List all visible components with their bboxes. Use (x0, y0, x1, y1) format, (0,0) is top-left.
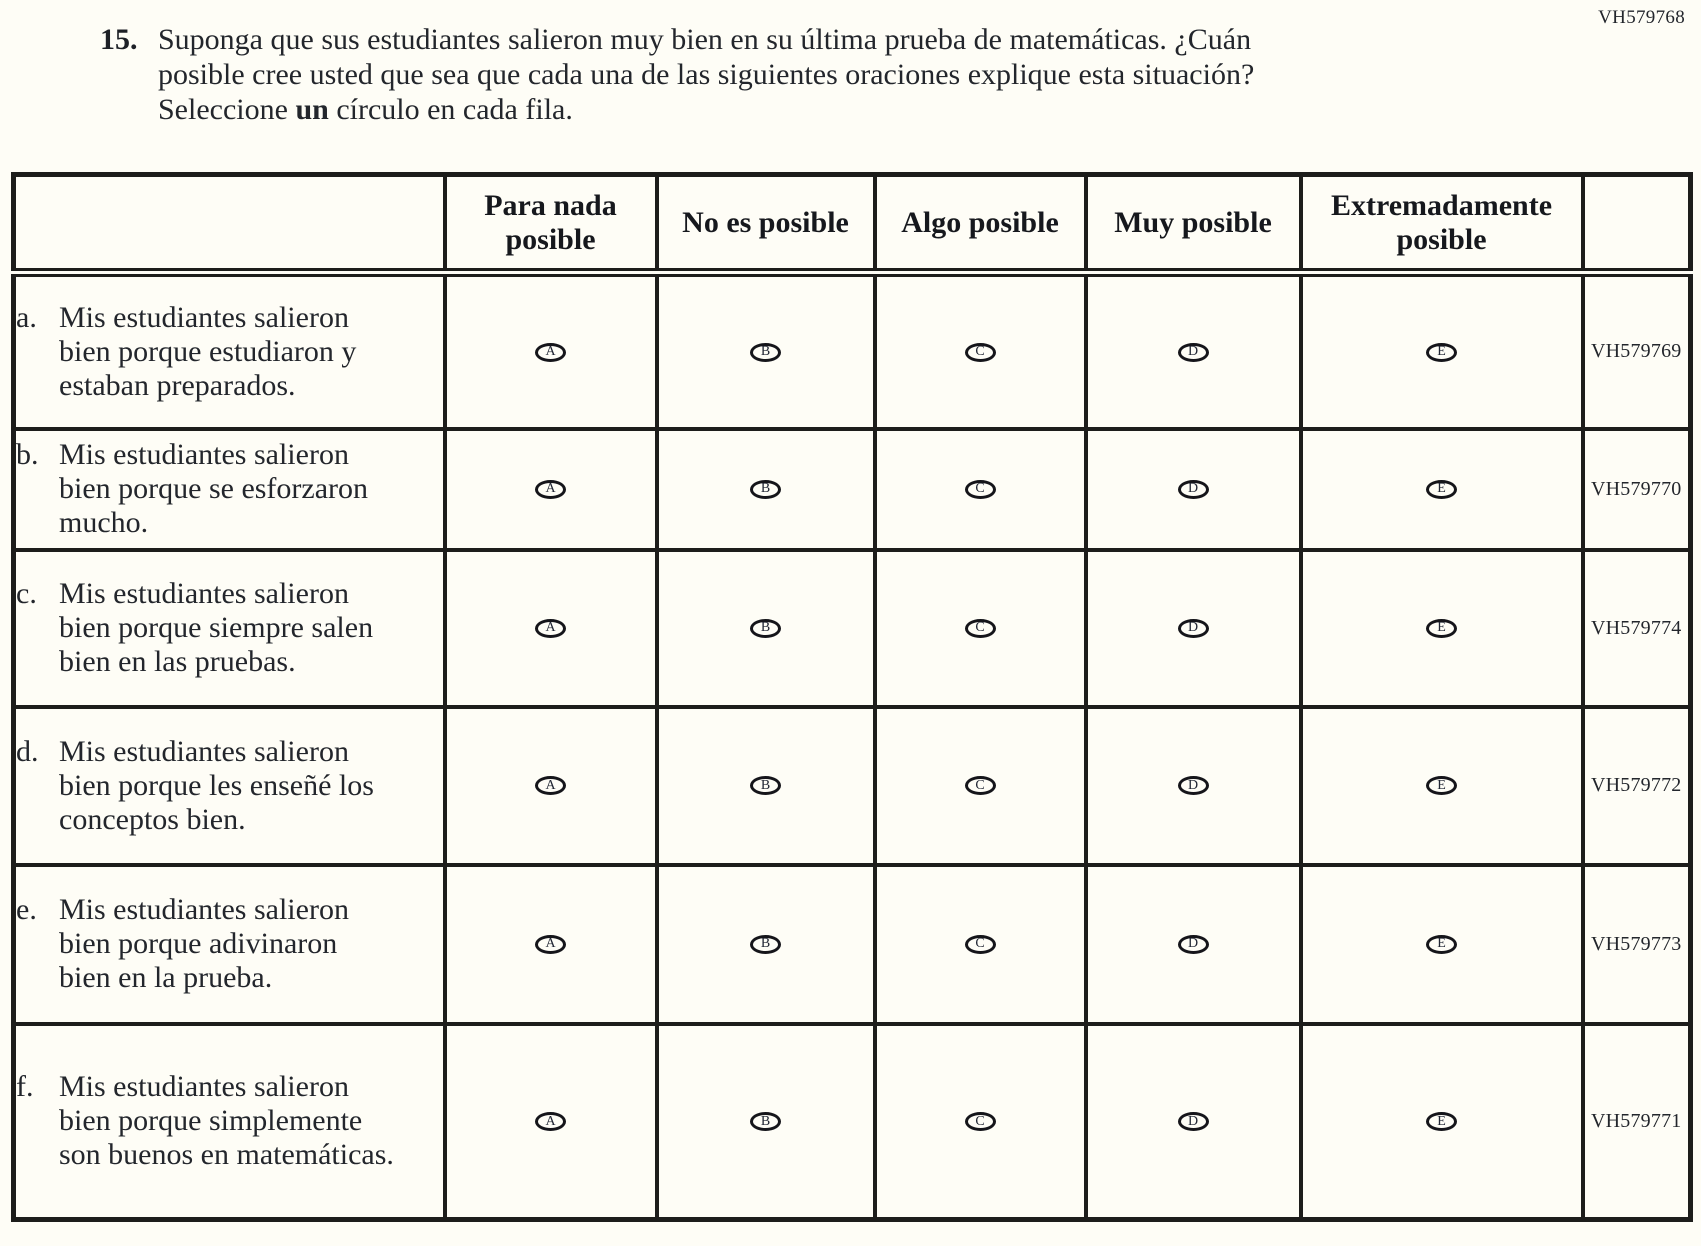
answer-bubble-e[interactable] (1426, 343, 1457, 362)
column-header-extremadamente-posible: Extremadamente posible (1301, 175, 1583, 273)
row-statement: Mis estudiantes salieron bien porque se esforzaron mucho. (59, 438, 369, 539)
answer-bubble-d[interactable] (1178, 480, 1209, 499)
answer-bubble-e[interactable] (1426, 619, 1457, 638)
bubble-letter: E (1437, 936, 1446, 952)
answer-bubble-a[interactable] (535, 935, 566, 954)
answer-bubble-b[interactable] (750, 480, 781, 499)
statement-cell (14, 1024, 445, 1220)
option-cell-b (657, 429, 875, 550)
answer-bubble-b[interactable] (750, 619, 781, 638)
table-row (14, 707, 1691, 865)
column-header-no-es-posible: No es posible (657, 175, 875, 273)
row-code-cell (1583, 865, 1691, 1024)
option-cell-e (1301, 273, 1583, 429)
bubble-letter: C (975, 936, 985, 952)
row-label: b. (16, 438, 39, 471)
option-cell-c (875, 865, 1086, 1024)
bubble-letter: E (1437, 481, 1446, 497)
bubble-letter: A (545, 481, 556, 497)
bubble-letter: D (1187, 620, 1199, 636)
question-block (100, 22, 1278, 127)
answer-bubble-a[interactable] (535, 776, 566, 795)
column-header-muy-posible: Muy posible (1086, 175, 1301, 273)
statement-cell (14, 429, 445, 550)
answer-bubble-d[interactable] (1178, 1112, 1209, 1131)
bubble-letter: A (545, 344, 556, 359)
question-text-start: Suponga que sus estudiantes salieron muy bien en su última prueba de matemáticas. ¿Cuán posible cree usted que sea que cada una de las siguientes oraciones explique esta situación? Seleccione (158, 23, 1255, 126)
option-cell-c (875, 707, 1086, 865)
statement-cell (14, 865, 445, 1024)
option-cell-c (875, 273, 1086, 429)
bubble-letter: A (545, 777, 556, 793)
likelihood-matrix-table (11, 172, 1693, 1222)
table-row (14, 1024, 1691, 1220)
option-cell-d (1086, 429, 1301, 550)
answer-bubble-c[interactable] (965, 619, 996, 638)
option-cell-d (1086, 550, 1301, 707)
answer-bubble-d[interactable] (1178, 619, 1209, 638)
bubble-letter: D (1187, 481, 1199, 497)
bubble-letter: C (975, 344, 985, 359)
bubble-letter: B (760, 936, 771, 952)
answer-bubble-e[interactable] (1426, 1112, 1457, 1131)
bubble-letter: E (1437, 620, 1446, 636)
answer-bubble-d[interactable] (1178, 776, 1209, 795)
answer-bubble-a[interactable] (535, 1112, 566, 1131)
bubble-letter: B (760, 344, 771, 359)
answer-bubble-e[interactable] (1426, 480, 1457, 499)
row-code: VH579771 (1591, 1109, 1682, 1132)
answer-bubble-e[interactable] (1426, 935, 1457, 954)
bubble-letter: E (1437, 1113, 1446, 1129)
row-code-cell (1583, 550, 1691, 707)
option-cell-a (445, 429, 657, 550)
bubble-letter: C (975, 777, 985, 793)
question-number: 15. (100, 23, 138, 56)
row-code-cell (1583, 1024, 1691, 1220)
option-cell-e (1301, 550, 1583, 707)
row-label: c. (16, 577, 37, 610)
column-header-para-nada-posible: Para nada posible (445, 175, 657, 273)
option-cell-a (445, 1024, 657, 1220)
statement-cell (14, 550, 445, 707)
row-label: e. (16, 893, 37, 926)
row-code: VH579769 (1591, 340, 1682, 363)
row-code: VH579770 (1591, 477, 1682, 500)
row-code: VH579773 (1591, 932, 1682, 955)
row-statement: Mis estudiantes salieron bien porque simplemente son buenos en matemáticas. (59, 1070, 394, 1172)
row-label: d. (16, 734, 39, 768)
answer-bubble-d[interactable] (1178, 343, 1209, 362)
row-statement: Mis estudiantes salieron bien porque adivinaron bien en la prueba. (59, 893, 349, 994)
option-cell-c (875, 550, 1086, 707)
bubble-letter: A (545, 620, 556, 636)
row-code-cell (1583, 429, 1691, 550)
option-cell-b (657, 273, 875, 429)
option-cell-e (1301, 707, 1583, 865)
bubble-letter: B (760, 777, 771, 793)
statement-cell (14, 707, 445, 865)
bubble-letter: D (1187, 936, 1199, 952)
bubble-letter: E (1437, 344, 1446, 359)
option-cell-d (1086, 273, 1301, 429)
answer-bubble-c[interactable] (965, 935, 996, 954)
answer-bubble-e[interactable] (1426, 776, 1457, 795)
option-cell-b (657, 865, 875, 1024)
row-code-cell (1583, 273, 1691, 429)
option-cell-e (1301, 429, 1583, 550)
bubble-letter: C (975, 481, 985, 497)
option-cell-c (875, 429, 1086, 550)
option-cell-d (1086, 1024, 1301, 1220)
bubble-letter: B (760, 1113, 771, 1129)
bubble-letter: E (1437, 777, 1446, 793)
statement-column-header (14, 175, 445, 273)
option-cell-b (657, 1024, 875, 1220)
option-cell-e (1301, 1024, 1583, 1220)
answer-bubble-c[interactable] (965, 343, 996, 362)
option-cell-b (657, 707, 875, 865)
option-cell-a (445, 707, 657, 865)
row-code: VH579772 (1591, 774, 1682, 796)
row-statement: Mis estudiantes salieron bien porque les enseñé los conceptos bien. (59, 734, 374, 836)
table-row (14, 429, 1691, 550)
option-cell-a (445, 865, 657, 1024)
answer-bubble-c[interactable] (965, 480, 996, 499)
question-text (158, 22, 1278, 127)
answer-bubble-d[interactable] (1178, 935, 1209, 954)
option-cell-e (1301, 865, 1583, 1024)
answer-bubble-a[interactable] (535, 480, 566, 499)
row-statement: Mis estudiantes salieron bien porque siempre salen bien en las pruebas. (59, 577, 374, 678)
column-header-algo-posible: Algo posible (875, 175, 1086, 273)
bubble-letter: D (1187, 777, 1199, 793)
row-code-cell (1583, 707, 1691, 865)
bubble-letter: A (545, 1113, 556, 1129)
answer-bubble-b[interactable] (750, 343, 781, 362)
table-row (14, 273, 1691, 429)
statement-cell (14, 273, 445, 429)
option-cell-c (875, 1024, 1086, 1220)
option-cell-b (657, 550, 875, 707)
bubble-letter: A (545, 936, 556, 952)
bubble-letter: C (975, 620, 985, 636)
answer-bubble-b[interactable] (750, 935, 781, 954)
option-cell-d (1086, 865, 1301, 1024)
bubble-letter: D (1187, 344, 1199, 359)
matrix-body (14, 273, 1691, 1220)
answer-bubble-a[interactable] (535, 343, 566, 362)
option-cell-a (445, 273, 657, 429)
answer-bubble-a[interactable] (535, 619, 566, 638)
row-label: a. (16, 300, 37, 334)
option-cell-a (445, 550, 657, 707)
bubble-letter: B (760, 620, 771, 636)
answer-bubble-c[interactable] (965, 776, 996, 795)
bubble-letter: C (975, 1113, 985, 1129)
row-code: VH579774 (1591, 616, 1682, 639)
answer-bubble-c[interactable] (965, 1112, 996, 1131)
header-row (14, 175, 1691, 273)
bubble-letter: D (1187, 1113, 1199, 1129)
row-label: f. (16, 1070, 34, 1104)
question-text-end: círculo en cada fila. (328, 93, 573, 126)
table-row (14, 550, 1691, 707)
table-row (14, 865, 1691, 1024)
page-code: VH579768 (1598, 7, 1685, 28)
answer-bubble-b[interactable] (750, 1112, 781, 1131)
code-column-header (1583, 175, 1691, 273)
bubble-letter: B (760, 481, 771, 497)
question-bold-word: un (295, 93, 329, 126)
answer-bubble-b[interactable] (750, 776, 781, 795)
option-cell-d (1086, 707, 1301, 865)
row-statement: Mis estudiantes salieron bien porque estudiaron y estaban preparados. (59, 300, 357, 402)
